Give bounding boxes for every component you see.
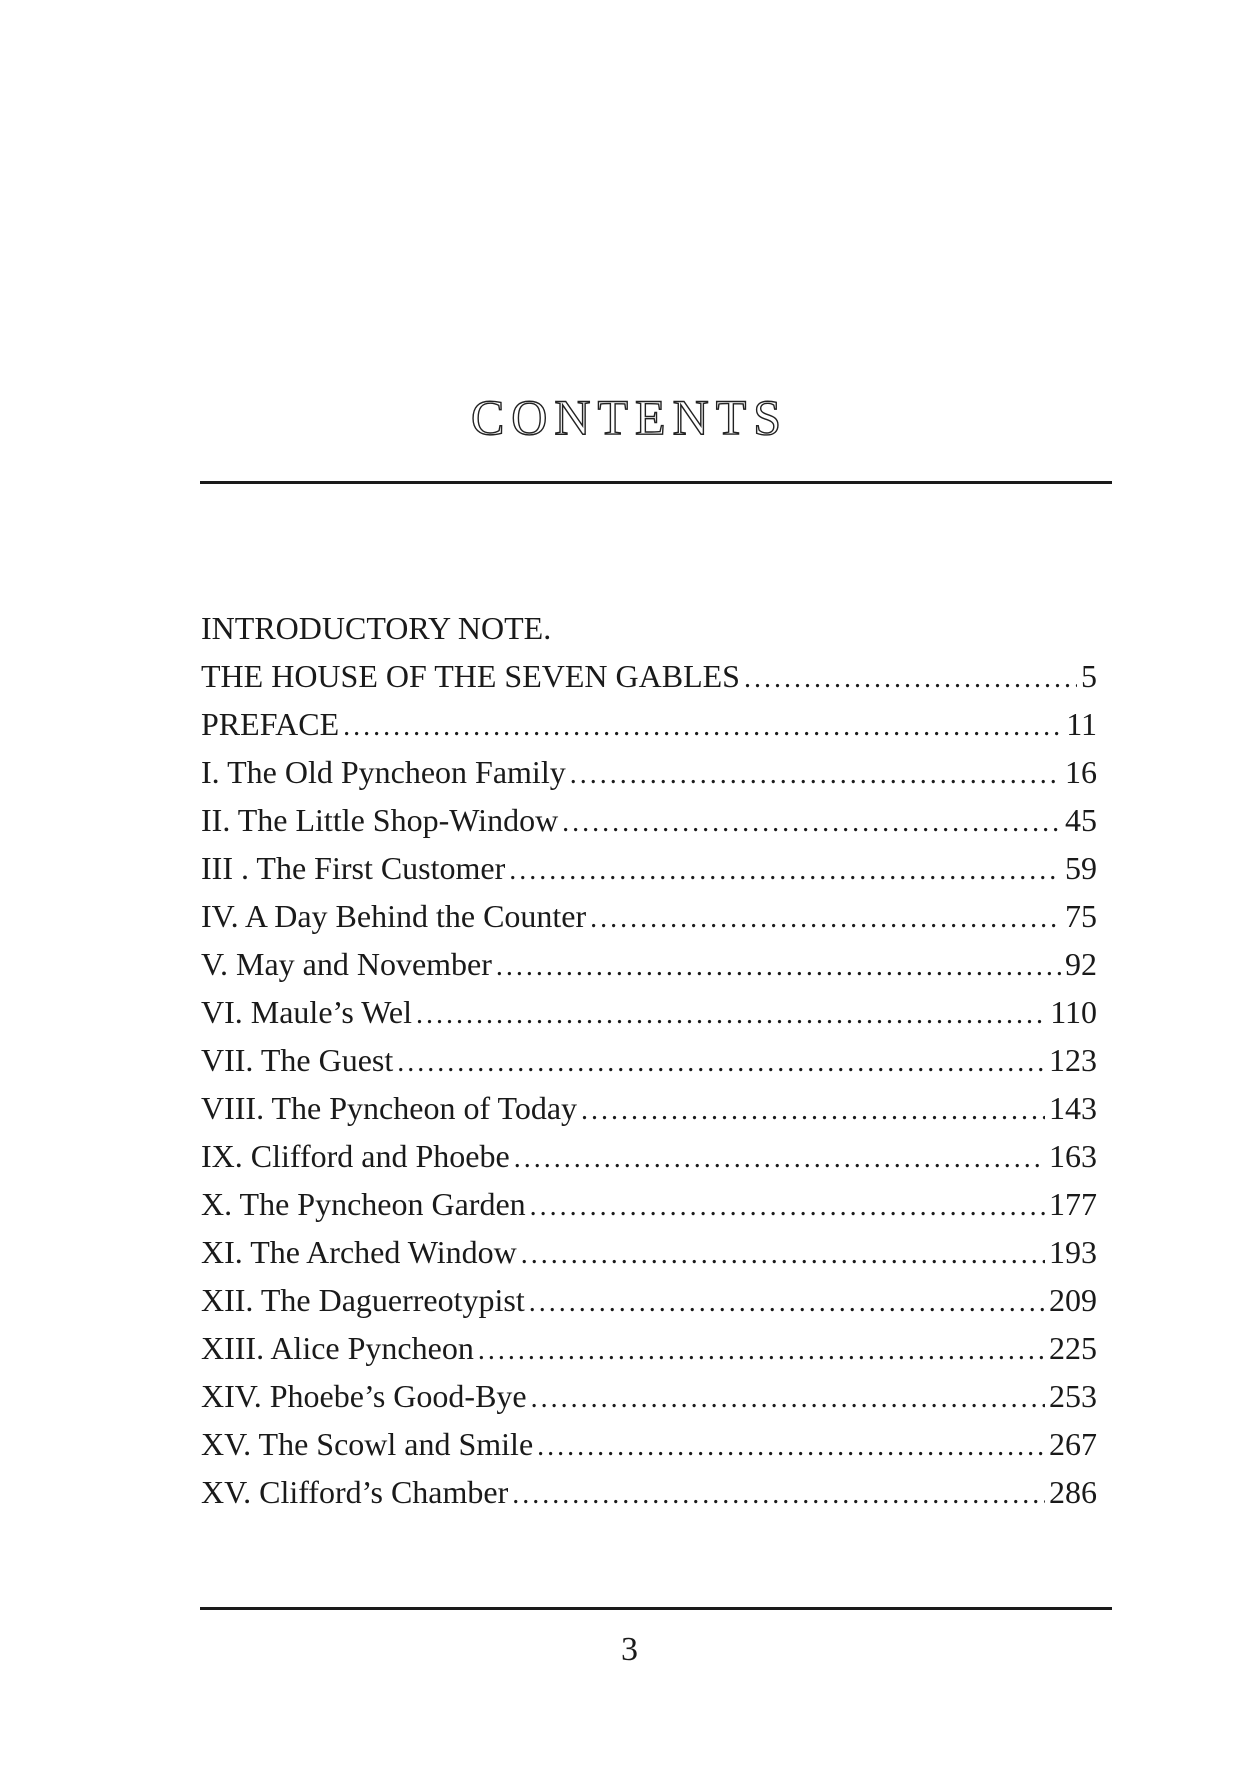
page-title: CONTENTS: [470, 389, 789, 445]
toc-entry: [201, 844, 1097, 892]
toc-entry-page: 45: [1065, 802, 1097, 838]
toc-entry-page: 209: [1049, 1282, 1097, 1318]
toc-entry: [201, 700, 1097, 748]
toc-dot-leader: [397, 1039, 1045, 1087]
toc-entry-page: 110: [1050, 994, 1097, 1030]
toc-dot-leader: [570, 751, 1061, 799]
toc-dot-leader: [509, 847, 1061, 895]
page-number: 3: [621, 1631, 638, 1668]
toc-entry-page: 16: [1065, 754, 1097, 790]
toc-entry: [201, 988, 1097, 1036]
toc-dot-leader: [478, 1327, 1045, 1375]
toc-entry-page: 11: [1066, 706, 1097, 742]
toc-entry-title: VIII. The Pyncheon of Today: [201, 1090, 578, 1126]
toc-entry: [201, 1036, 1097, 1084]
toc-entry-title: XIII. Alice Pyncheon: [201, 1330, 474, 1366]
toc-entry-title: PREFACE: [201, 706, 340, 742]
toc-entry-title: XV. The Scowl and Smile: [201, 1426, 534, 1462]
toc-dot-leader: [416, 991, 1046, 1039]
toc-entry: [201, 892, 1097, 940]
toc-entry-title: THE HOUSE OF THE SEVEN GABLES: [201, 658, 740, 694]
toc-entry-page: 92: [1065, 946, 1097, 982]
toc-entry-title: XI. The Arched Window: [201, 1234, 517, 1270]
toc-entry-title: V. May and November: [201, 946, 492, 982]
toc-dot-leader: [537, 1423, 1045, 1471]
toc-entry: [201, 652, 1097, 700]
toc-entry-title: VII. The Guest: [201, 1042, 394, 1078]
toc-entry: [201, 796, 1097, 844]
toc-entry-page: 286: [1049, 1474, 1097, 1510]
toc-heading: INTRODUCTORY NOTE.: [201, 610, 552, 646]
toc-entry-title: X. The Pyncheon Garden: [201, 1186, 526, 1222]
toc-entry: [201, 1324, 1097, 1372]
toc-dot-leader: [531, 1375, 1045, 1423]
toc-entry: [201, 1084, 1097, 1132]
toc-entry-title: III . The First Customer: [201, 850, 506, 886]
toc-entry: [201, 1132, 1097, 1180]
toc-entry-title: IX. Clifford and Phoebe: [201, 1138, 510, 1174]
toc-entry-page: 225: [1049, 1330, 1097, 1366]
table-of-contents: [201, 604, 1097, 1516]
toc-entry-page: 143: [1049, 1090, 1097, 1126]
toc-entry-title: XII. The Daguerreotypist: [201, 1282, 525, 1318]
toc-dot-leader: [562, 799, 1061, 847]
toc-entry-page: 163: [1049, 1138, 1097, 1174]
top-divider: [200, 481, 1112, 484]
toc-entry: [201, 1276, 1097, 1324]
toc-entry: [201, 1180, 1097, 1228]
toc-entry: [201, 1228, 1097, 1276]
toc-entry-page: 253: [1049, 1378, 1097, 1414]
toc-entry-page: 177: [1049, 1186, 1097, 1222]
toc-entry: [201, 1420, 1097, 1468]
bottom-divider: [200, 1607, 1112, 1610]
toc-dot-leader: [514, 1135, 1045, 1183]
toc-entry-title: II. The Little Shop-Window: [201, 802, 559, 838]
toc-entry-page: 267: [1049, 1426, 1097, 1462]
toc-entry-title: XV. Clifford’s Chamber: [201, 1474, 509, 1510]
toc-dot-leader: [590, 895, 1061, 943]
toc-entry-title: I. The Old Pyncheon Family: [201, 754, 566, 790]
toc-dot-leader: [744, 655, 1077, 703]
toc-entry: [201, 1468, 1097, 1516]
toc-entry-page: 193: [1049, 1234, 1097, 1270]
toc-entry-title: VI. Maule’s Wel: [201, 994, 413, 1030]
toc-entry-page: 59: [1065, 850, 1097, 886]
toc-entry: [201, 940, 1097, 988]
toc-dot-leader: [521, 1231, 1045, 1279]
toc-dot-leader: [496, 943, 1061, 991]
toc-entry: [201, 748, 1097, 796]
toc-dot-leader: [530, 1183, 1045, 1231]
toc-entry-title: XIV. Phoebe’s Good-Bye: [201, 1378, 527, 1414]
toc-entry-page: 123: [1049, 1042, 1097, 1078]
toc-dot-leader: [343, 703, 1062, 751]
toc-dot-leader: [529, 1279, 1045, 1327]
toc-dot-leader: [512, 1471, 1045, 1519]
toc-dot-leader: [581, 1087, 1045, 1135]
toc-entry-page: 5: [1081, 658, 1097, 694]
toc-entry-page: 75: [1065, 898, 1097, 934]
toc-entry: [201, 1372, 1097, 1420]
toc-entry-title: IV. A Day Behind the Counter: [201, 898, 587, 934]
